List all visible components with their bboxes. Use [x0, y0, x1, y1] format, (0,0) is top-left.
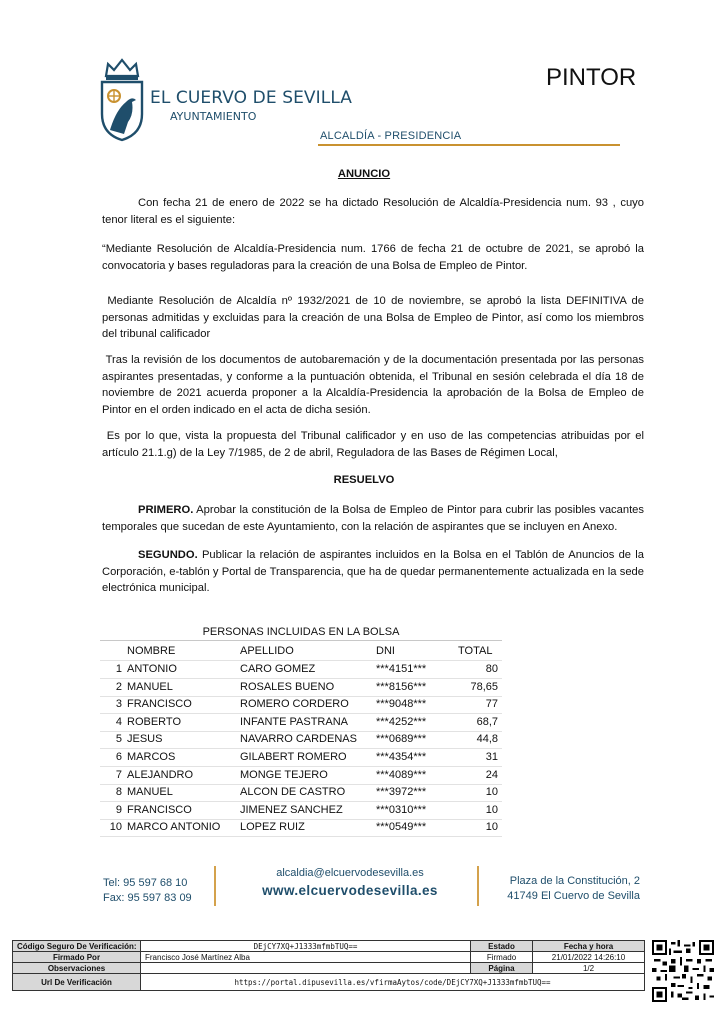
row-apellido: GILABERT ROMERO	[240, 751, 347, 763]
row-apellido: MONGE TEJERO	[240, 768, 328, 781]
label-observaciones: Observaciones	[13, 963, 141, 974]
label-csv: Código Seguro De Verificación:	[13, 941, 141, 952]
table-row	[100, 783, 502, 802]
row-dni: ***3972***	[376, 786, 427, 799]
label-fecha: Fecha y hora	[533, 941, 645, 952]
label-pagina: Página	[471, 963, 533, 974]
row-apellido: ROMERO CORDERO	[240, 698, 349, 711]
department-underline	[318, 144, 620, 146]
header-dni: DNI	[376, 645, 395, 657]
fax-number: Fax: 95 597 83 09	[103, 892, 192, 904]
qr-code-icon	[652, 940, 714, 1002]
row-total: 78,65	[470, 680, 498, 693]
footer-divider-left	[214, 866, 216, 906]
paragraph-segundo: SEGUNDO. Publicar la relación de aspirantes incluidos en la Bolsa en el Tablón de Anuncios de la Corporación, e-tablón y Portal de Transparencia, que ha de quedar permanentemente actualizada en la sede electrónica municipal.	[102, 549, 644, 594]
footer-address	[490, 874, 640, 904]
organization-subtitle: AYUNTAMIENTO	[170, 110, 257, 123]
paragraph-competencias: Es por lo que, vista la propuesta del Tribunal calificador y en uso de las competencias atribuidas por el artículo 21.1.g) de la Ley 7/1985, de 2 de abril, Reguladora de las Bases de Régimen Local,	[102, 430, 645, 459]
row-number: 4	[115, 715, 122, 728]
row-dni: ***4252***	[376, 715, 427, 728]
table-row	[100, 695, 502, 714]
row-nombre: MANUEL	[127, 680, 173, 693]
row-dni: ***4354***	[376, 751, 427, 763]
label-url: Url De Verificación	[13, 974, 141, 991]
paragraph-intro: Con fecha 21 de enero de 2022 se ha dictado Resolución de Alcaldía-Presidencia num. 93 , cuyo tenor literal es el siguiente:	[102, 197, 644, 226]
resuelvo-heading: RESUELVO	[333, 474, 395, 486]
row-number: 1	[115, 663, 122, 675]
row-nombre: MARCO ANTONIO	[127, 821, 221, 834]
header-apellido: APELLIDO	[240, 645, 294, 657]
table-row	[100, 678, 502, 697]
row-number: 2	[115, 680, 122, 693]
row-apellido: CARO GOMEZ	[240, 663, 316, 675]
paragraph-primero: PRIMERO. Aprobar la constitución de la Bolsa de Empleo de Pintor para cubrir las posibles vacantes temporales que sucedan de este Ayuntamiento, con la relación de aspirantes que se incluyen en Anexo.	[102, 504, 644, 533]
paragraph-tribunal: Tras la revisión de los documentos de autobaremación y de la documentación presentada por las personas aspirantes presentadas, y conforme a la puntuación obtenida, el Tribunal en sesión celebrada el día 18 de noviembre de 2021 acuerda proponer a la Alcaldía-Presidencia la aprobación de la Bolsa de Empleo de Pintor en el orden indicado en el acta de dicha sesión.	[102, 354, 645, 416]
row-nombre: FRANCISCO	[127, 803, 192, 816]
row-nombre: MANUEL	[127, 786, 173, 799]
row-nombre: MARCOS	[127, 751, 176, 763]
row-total: 10	[485, 821, 498, 834]
email-link[interactable]: alcaldia@elcuervodesevilla.es	[276, 867, 424, 879]
address-line-1: Plaza de la Constitución, 2	[509, 875, 640, 887]
table-header-row	[100, 642, 502, 661]
row-nombre: JESUS	[127, 733, 163, 746]
row-number: 6	[115, 751, 122, 763]
row-number: 8	[115, 786, 122, 799]
csv-code: DEjCY7XQ+J1333mfmbTUQ==	[141, 941, 471, 952]
row-dni: ***4089***	[376, 768, 427, 781]
row-total: 24	[485, 768, 498, 781]
row-apellido: INFANTE PASTRANA	[240, 715, 348, 728]
row-number: 3	[115, 698, 122, 711]
table-row	[100, 801, 502, 820]
row-total: 31	[485, 751, 498, 763]
row-dni: ***4151***	[376, 663, 427, 675]
row-number: 10	[109, 821, 122, 834]
table-row	[100, 713, 502, 732]
footer-divider-right	[477, 866, 479, 906]
department-label: ALCALDÍA - PRESIDENCIA	[320, 130, 462, 142]
coat-of-arms-logo	[98, 58, 146, 142]
row-apellido: ALCON DE CASTRO	[240, 786, 346, 799]
row-total: 80	[485, 663, 498, 675]
row-number: 9	[115, 803, 122, 816]
table-row	[100, 748, 502, 767]
row-number: 5	[115, 733, 122, 746]
row-dni: ***0689***	[376, 733, 427, 746]
address-line-2: 41749 El Cuervo de Sevilla	[507, 890, 640, 902]
phone-number: Tel: 95 597 68 10	[103, 877, 188, 889]
signature-verification-table	[12, 940, 645, 991]
paragraph-convocatoria: “Mediante Resolución de Alcaldía-Presidencia num. 1766 de fecha 21 de octubre de 2021, se aprobó la convocatoria y bases reguladoras para la creación de una Bolsa de Empleo de Pintor.	[102, 243, 644, 272]
row-total: 10	[485, 786, 498, 799]
row-nombre: ALEJANDRO	[127, 768, 194, 781]
header-total: TOTAL	[458, 645, 493, 657]
row-total: 10	[485, 803, 498, 816]
table-row	[100, 818, 502, 837]
notice-title: ANUNCIO	[337, 168, 391, 180]
row-nombre: ROBERTO	[127, 715, 181, 728]
label-estado: Estado	[471, 941, 533, 952]
row-dni: ***0549***	[376, 821, 427, 834]
footer-web-block	[230, 866, 470, 901]
paragraph-lista-definitiva: Mediante Resolución de Alcaldía nº 1932/2021 de 10 de noviembre, se aprobó la lista DEFINITIVA de personas admitidas y excluidas para la creación de una Bolsa de Empleo de Pintor, así como los miembros del tribunal calificador	[102, 295, 644, 340]
label-firmado: Firmado Por	[13, 952, 141, 963]
header-nombre: NOMBRE	[127, 645, 176, 657]
table-row	[100, 730, 502, 749]
organization-name: EL CUERVO DE SEVILLA	[150, 88, 353, 108]
table-row	[100, 660, 502, 679]
row-nombre: FRANCISCO	[127, 698, 192, 711]
page-number: 1/2	[533, 963, 645, 974]
row-apellido: NAVARRO CARDENAS	[240, 733, 357, 746]
row-total: 68,7	[476, 715, 498, 728]
observations-value	[141, 963, 471, 974]
verification-url[interactable]: https://portal.dipusevilla.es/vfirmaAytos/code/DEjCY7XQ+J1333mfmbTUQ==	[141, 974, 645, 991]
row-dni: ***8156***	[376, 680, 427, 693]
footer-phones	[103, 876, 192, 906]
row-apellido: JIMENEZ SANCHEZ	[240, 803, 343, 816]
row-nombre: ANTONIO	[127, 663, 177, 675]
website-link[interactable]: www.elcuervodesevilla.es	[262, 883, 438, 898]
table-title: PERSONAS INCLUIDAS EN LA BOLSA	[100, 622, 502, 641]
row-dni: ***9048***	[376, 698, 427, 711]
row-dni: ***0310***	[376, 803, 427, 816]
signer-name: Francisco José Martínez Alba	[141, 952, 471, 963]
row-apellido: LOPEZ RUIZ	[240, 821, 305, 834]
sign-datetime: 21/01/2022 14:26:10	[533, 952, 645, 963]
sign-status: Firmado	[471, 952, 533, 963]
table-row	[100, 766, 502, 785]
row-total: 77	[485, 698, 498, 711]
row-total: 44,8	[476, 733, 498, 746]
row-apellido: ROSALES BUENO	[240, 680, 335, 693]
row-number: 7	[115, 768, 122, 781]
document-tag: PINTOR	[546, 64, 637, 91]
